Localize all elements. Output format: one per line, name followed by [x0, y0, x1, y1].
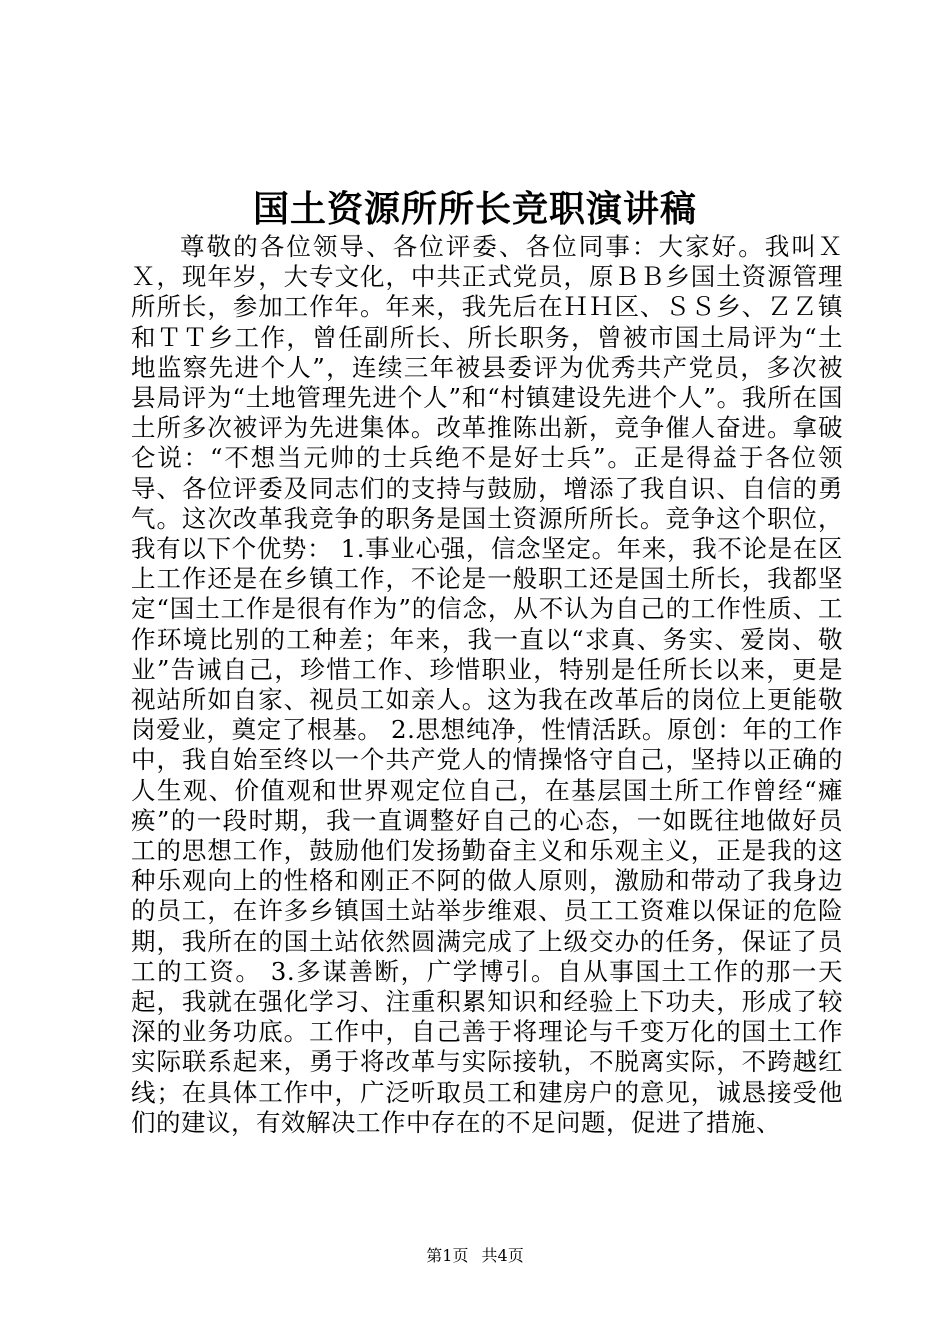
document-body: 尊敬的各位领导、各位评委、各位同事：大家好。我叫ＸＸ，现年岁，大专文化，中共正式党员，原ＢＢ乡国土资源管理所所长，参加工作年。年来，我先后在ＨＨ区、ＳＳ乡、ＺＺ镇和ＴＴ乡工作，曾任副所长、所长职务，曾被市国土局评为“土地监察先进个人”，连续三年被县委评为优秀共产党员，多次被县局评为“土地管理先进个人”和“村镇建设先进个人”。我所在国土所多次被评为先进集体。改革推陈出新，竞争催人奋进。拿破仑说：“不想当元帅的士兵绝不是好士兵”。正是得益于各位领导、各位评委及同志们的支持与鼓励，增添了我自识、自信的勇气。这次改革我竞争的职务是国土资源所所长。竞争这个职位，我有以下个优势： 1.事业心强，信念坚定。年来，我不论是在区上工作还是在乡镇工作，不论是一般职工还是国土所长，我都坚定“国土工作是很有作为”的信念，从不认为自己的工作性质、工作环境比别的工种差；年来，我一直以“求真、务实、爱岗、敬业”告诫自己，珍惜工作、珍惜职业，特别是任所长以来，更是视站所如自家、视员工如亲人。这为我在改革后的岗位上更能敬岗爱业，奠定了根基。 2.思想纯净，性情活跃。原创：年的工作中，我自始至终以一个共产党人的情操恪守自己，坚持以正确的人生观、价值观和世界观定位自己，在基层国土所工作曾经“瘫痪”的一段时期，我一直调整好自己的心态，一如既往地做好员工的思想工作，鼓励他们发扬勤奋主义和乐观主义，正是我的这种乐观向上的性格和刚正不阿的做人原则，激励和带动了我身边的员工，在许多乡镇国土站举步维艰、员工工资难以保证的危险期，我所在的国土站依然圆满完成了上级交办的任务，保证了员工的工资。 3.多谋善断，广学博引。自从事国土工作的那一天起，我就在强化学习、注重积累知识和经验上下功夫，形成了较深的业务功底。工作中，自己善于将理论与千变万化的国土工作实际联系起来，勇于将改革与实际接轨，不脱离实际，不跨越红线；在具体工作中，广泛听取员工和建房户的意见，诚恳接受他们的建议，有效解决工作中存在的不足问题，促进了措施、	[131, 232, 843, 1137]
page-footer	[0, 1244, 950, 1268]
page-total: 共4页	[481, 1246, 524, 1265]
document-title: 国土资源所所长竞职演讲稿	[252, 188, 697, 230]
page-number: 第1页	[426, 1246, 469, 1265]
